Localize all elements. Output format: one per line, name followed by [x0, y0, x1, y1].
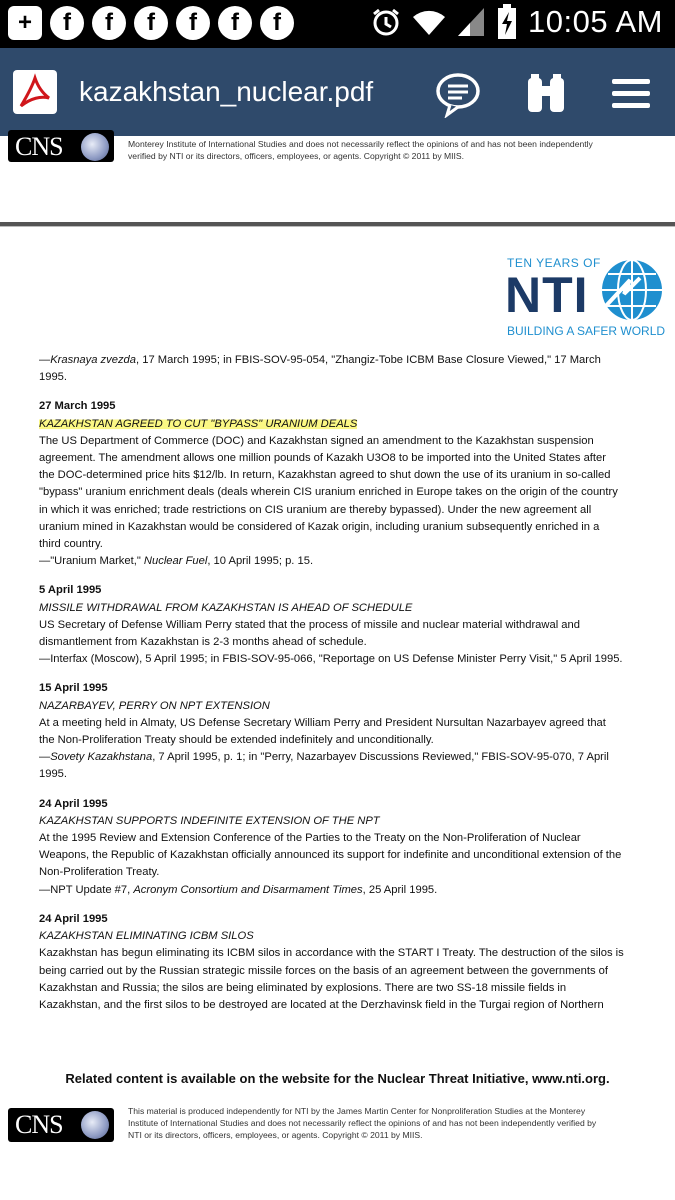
entry-source: —NPT Update #7, Acronym Consortium and Disarmament Times, 25 April 1995.: [39, 883, 438, 896]
find-button[interactable]: [522, 70, 570, 118]
entry-date: 24 April 1995: [39, 912, 108, 925]
nti-logo-tagline: BUILDING A SAFER WORLD: [507, 324, 666, 338]
entry-source: —Interfax (Moscow), 5 April 1995; in FBIS-SOV-95-066, "Reportage on US Defense Minister Perry Visit," 5 April 1995.: [39, 653, 623, 666]
globe-icon: [81, 1111, 109, 1139]
battery-charging-icon: [496, 4, 518, 40]
facebook-icon: f: [134, 6, 168, 40]
nti-logo-top-text: TEN YEARS OF: [507, 256, 601, 270]
related-content-note: Related content is available on the website for the Nuclear Threat Initiative, www.nti.org.: [65, 1071, 610, 1086]
disclaimer-text: Monterey Institute of International Studies and does not necessarily reflect the opinions of and has not been independently verified by NTI or its directors, officers, employees, or agents. Copyright © 2011 by MIIS.: [128, 139, 593, 161]
entry-item: [39, 582, 624, 668]
entry-headline: MISSILE WITHDRAWAL FROM KAZAKHSTAN IS AHEAD OF SCHEDULE: [39, 601, 413, 614]
entry-source: —Sovety Kazakhstana, 7 April 1995, p. 1; in "Perry, Nazarbayev Discussions Reviewed," FBIS-SOV-95-070, 7 April 1995.: [39, 751, 609, 781]
pdf-file-icon: [13, 70, 57, 114]
entry-headline: NAZARBAYEV, PERRY ON NPT EXTENSION: [39, 699, 270, 712]
notification-icons: [8, 6, 294, 40]
disclaimer-text: This material is produced independently for NTI by the James Martin Center for Nonproliferation Studies at the Monterey Institute of International Studies and does not necessarily reflect the opinions of and has not been independently verified by NTI or its directors, officers, employees, or agents. Copyright © 2011 by MIIS.: [128, 1106, 597, 1140]
document-content: [39, 352, 624, 1014]
entry-headline: KAZAKHSTAN ELIMINATING ICBM SILOS: [39, 930, 254, 943]
entry-date: 27 March 1995: [39, 400, 116, 413]
cns-logo: CNS: [8, 1108, 114, 1142]
globe-icon: [600, 258, 664, 322]
entry-headline: KAZAKHSTAN AGREED TO CUT "BYPASS" URANIUM DEALS: [39, 417, 358, 430]
entry-body: US Secretary of Defense William Perry stated that the process of missile and nuclear material withdrawal and dismantlement from Kazakhstan is 2-3 months ahead of schedule.: [39, 618, 580, 649]
comment-button[interactable]: [434, 70, 482, 118]
facebook-icon: f: [50, 6, 84, 40]
clock: 10:05 AM: [528, 4, 663, 39]
entry-source: —"Uranium Market," Nuclear Fuel, 10 April 1995; p. 15.: [39, 555, 314, 568]
facebook-icon: f: [92, 6, 126, 40]
cns-logo: CNS: [8, 130, 114, 162]
entry-body: At the 1995 Review and Extension Conference of the Parties to the Treaty on the Non-Proliferation of Nuclear Weapons, the Republic of Kazakhstan officially announced its support for indefinite and unconditional extension of the Non-Proliferation Treaty.: [39, 832, 622, 879]
facebook-icon: f: [260, 6, 294, 40]
page-divider-shadow: [0, 226, 675, 227]
lead-source: —Krasnaya zvezda, 17 March 1995; in FBIS-SOV-95-054, "Zhangiz-Tobe ICBM Base Closure Viewed," 17 March 1995.: [39, 354, 601, 384]
entry-body: At a meeting held in Almaty, US Defense Secretary William Perry and President Nursultan Nazarbayev agreed that the Non-Proliferation Treaty should be extended indefinitely and unconditionally.: [39, 716, 606, 747]
document-title: kazakhstan_nuclear.pdf: [79, 76, 374, 107]
entry-item: [39, 398, 624, 570]
menu-button[interactable]: [608, 70, 656, 118]
app-toolbar: [0, 48, 675, 136]
entry-item: [39, 911, 624, 1014]
entry-body: The US Department of Commerce (DOC) and Kazakhstan signed an amendment to the Kazakhstan suspension agreement. The amendment allows one million pounds of Kazakh U3O8 to be imported into the United States after the DOC-determined price hits $12/lb. In return, Kazakhstan agreed to shut down the use of its uranium in so-called "bypass" uranium enrichment deals (deals wherein CIS uranium enriched in Europe takes on the origin of the country in which it was enriched; trade restrictions on CIS uranium are thereby bypassed). Under the new agreement all uranium mined in Kazakhstan would be considered of Kazak origin, including uranium subsequently enriched in a third country.: [39, 434, 618, 551]
signal-icon: [456, 6, 486, 38]
status-bar: [0, 0, 675, 48]
entry-date: 5 April 1995: [39, 584, 102, 597]
nti-logo-main-text: NTI: [505, 267, 589, 323]
menu-icon: [608, 70, 656, 118]
entry-headline: KAZAKHSTAN SUPPORTS INDEFINITE EXTENSION OF THE NPT: [39, 814, 380, 827]
comment-icon: [434, 70, 482, 118]
add-box-icon: +: [8, 6, 42, 40]
entry-item: [39, 680, 624, 783]
wifi-icon: [412, 7, 446, 37]
nti-logo: [505, 256, 670, 340]
facebook-icon: f: [176, 6, 210, 40]
alarm-icon: [370, 6, 402, 38]
binoculars-icon: [522, 70, 570, 118]
entry-date: 24 April 1995: [39, 797, 108, 810]
entry-item: [39, 796, 624, 899]
entry-date: 15 April 1995: [39, 682, 108, 695]
globe-icon: [81, 133, 109, 161]
previous-page-footer: [0, 132, 675, 224]
entry-body: Kazakhstan has begun eliminating its ICBM silos in accordance with the START I Treaty. The destruction of the silos is being carried out by the Russian strategic missile forces on the basis of an agreement between the governments of Kazakhstan and Russia; the silos are being eliminated by explosions. There are two SS-18 missile fields in Kazakhstan, and the first silos to be destroyed are located at the Derzhavinsk field in the Turgai region of Northern: [39, 947, 624, 1011]
facebook-icon: f: [218, 6, 252, 40]
